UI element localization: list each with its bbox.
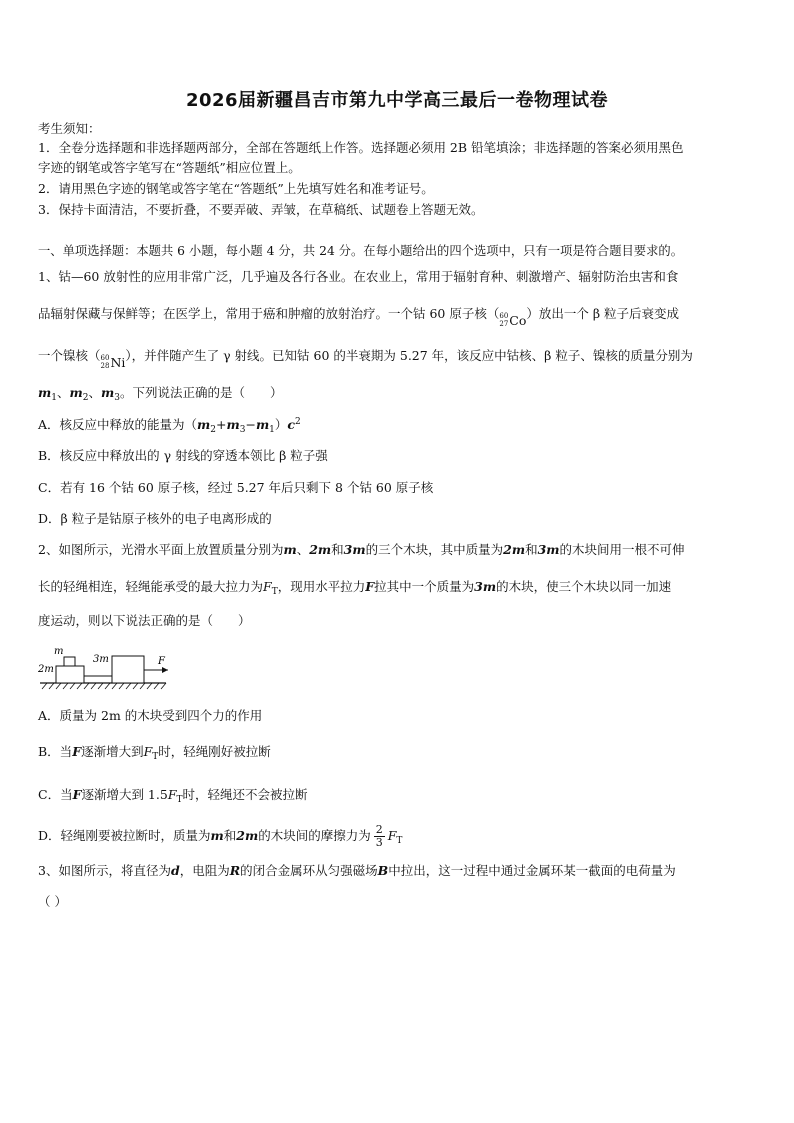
- fraction-two-thirds: $\frac{2}{3}$: [375, 823, 383, 849]
- q2-option-a: A．质量为 2m 的木块受到四个力的作用: [38, 708, 263, 723]
- nuclide-co60: 60 27 Co: [499, 312, 527, 328]
- label-m: m: [54, 646, 64, 657]
- block-2m: [56, 666, 84, 683]
- force-arrowhead: [162, 667, 168, 673]
- q1-line: $m_1$、$m_2$、$m_3$。下列说法正确的是（ ）: [38, 385, 283, 403]
- label-F: F: [158, 656, 165, 667]
- q1-option-c: C．若有 16 个钴 60 原子核，经过 5.27 年后只剩下 8 个钴 60 原子核: [38, 480, 434, 495]
- label-3m: 3m: [93, 654, 109, 665]
- label-2m: 2m: [38, 664, 54, 675]
- q1-option-b: B．核反应中释放出的 γ 射线的穿透本领比 β 粒子强: [38, 448, 328, 463]
- block-m: [64, 657, 75, 666]
- notice-item: 3．保持卡面清洁，不要折叠，不要弄破、弄皱，在草稿纸、试题卷上答题无效。: [38, 202, 484, 217]
- q2-line: 长的轻绳相连，轻绳能承受的最大拉力为$F_T$，现用水平拉力F拉其中一个质量为3m的木块，使三个木块以同一加速: [38, 579, 672, 597]
- ground-hatching: [42, 683, 166, 689]
- q2-line: 度运动，则以下说法正确的是（ ）: [38, 613, 251, 628]
- q3-line: （ ）: [38, 894, 67, 909]
- section-heading: 一、单项选择题：本题共 6 小题，每小题 4 分，共 24 分。在每小题给出的四个选项中，只有一项是符合题目要求的。: [38, 244, 683, 258]
- q3-line: 3、如图所示，将直径为d，电阻为R的闭合金属环从匀强磁场B中拉出，这一过程中通过金属环某一截面的电荷量为: [38, 863, 676, 878]
- notice-item: 字迹的钢笔或答字笔写在“答题纸”相应位置上。: [38, 160, 301, 175]
- q1-option-d: D．β 粒子是钴原子核外的电子电离形成的: [38, 511, 272, 526]
- q2-option-c: C．当F逐渐增大到 $1.5F_T$时，轻绳还不会被拉断: [38, 787, 308, 805]
- nuclide-ni60: 60 28 Ni: [100, 354, 126, 370]
- q2-option-b: B．当F逐渐增大到$F_T$时，轻绳刚好被拉断: [38, 744, 271, 762]
- q2-option-d: D．轻绳刚要被拉断时，质量为m和2m的木块间的摩擦力为 $\frac{2}{3}$ $F_T$: [38, 823, 403, 849]
- q1-line: 一个镍核（ 60 28 Ni ），并伴随产生了 γ 射线。已知钴 60 的半衰期为 5.27 年，该反应中钴核、β 粒子、镍核的质量分别为: [38, 348, 693, 370]
- q1-option-a: A．核反应中释放的能量为$(m_2+m_3-m_1)c^2$: [38, 417, 301, 435]
- q1-line: 品辐射保藏与保鲜等；在医学上，常用于癌和肿瘤的放射治疗。一个钴 60 原子核（ 60 27 Co ）放出一个 β 粒子后衰变成: [38, 306, 680, 328]
- q2-figure: [38, 642, 178, 692]
- notice-heading: 考生须知：: [38, 121, 101, 136]
- q2-line: 2、如图所示，光滑水平面上放置质量分别为m、2m和3m的三个木块，其中质量为2m和3m的木块间用一根不可伸: [38, 542, 685, 557]
- block-3m: [112, 656, 144, 683]
- page-title: 2026届新疆昌吉市第九中学高三最后一卷物理试卷: [185, 90, 609, 111]
- notice-item: 2．请用黑色字迹的钢笔或答字笔在“答题纸”上先填写姓名和准考证号。: [38, 181, 434, 196]
- notice-item: 1．全卷分选择题和非选择题两部分，全部在答题纸上作答。选择题必须用 2B 铅笔填涂；非选择题的答案必须用黑色: [38, 140, 684, 155]
- q1-line: 1、钴—60 放射性的应用非常广泛，几乎遍及各行各业。在农业上，常用于辐射育种、刺激增产、辐射防治虫害和食: [38, 269, 679, 284]
